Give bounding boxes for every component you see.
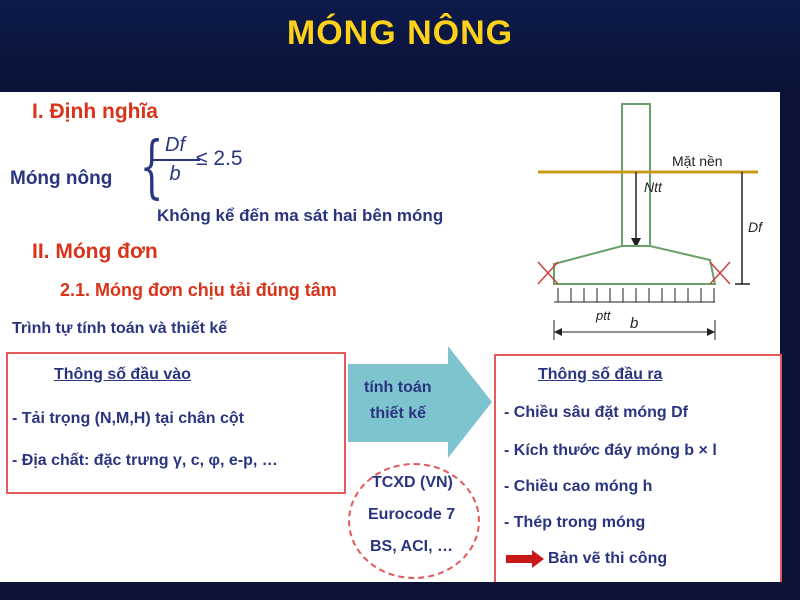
fraction-numerator: Df <box>150 134 200 161</box>
output-item-steel: - Thép trong móng <box>504 514 646 531</box>
fraction-condition: ≤ 2.5 <box>196 147 243 170</box>
load-label: Ntt <box>644 179 662 195</box>
process-arrow <box>348 364 448 442</box>
footing <box>554 246 715 284</box>
title-bar <box>0 0 800 92</box>
pressure-arrows <box>558 288 714 302</box>
input-heading: Thông số đầu vào <box>54 366 191 383</box>
mong-nong-label: Móng nông <box>10 168 113 189</box>
subsection-centric: 2.1. Móng đơn chịu tải đúng tâm <box>60 280 337 300</box>
section-definition: I. Định nghĩa <box>32 100 158 123</box>
arrow-text-line2: thiết kế <box>370 405 427 422</box>
input-item-load: - Tải trọng (N,M,H) tại chân cột <box>12 410 244 427</box>
standard-eurocode: Eurocode 7 <box>368 506 456 523</box>
section-single-footing: II. Móng đơn <box>32 240 158 263</box>
input-box <box>6 352 346 494</box>
no-friction-note: Không kể đến ma sát hai bên móng <box>157 206 444 225</box>
output-item-size: - Kích thước đáy móng b × l <box>504 442 717 459</box>
output-heading: Thông số đầu ra <box>538 366 663 383</box>
bottom-band <box>0 582 800 600</box>
arrow-text-line1: tính toán <box>364 379 432 396</box>
drawing-arrow-icon <box>506 555 534 563</box>
brace: { <box>139 128 164 207</box>
pressure-label: ptt <box>596 308 611 323</box>
depth-label: Df <box>748 219 762 235</box>
process-arrow-tip <box>448 346 492 458</box>
ground-label: Mặt nền <box>672 153 723 169</box>
fraction-denominator: b <box>169 163 181 185</box>
standard-tcxd: TCXD (VN) <box>372 474 453 491</box>
output-item-height: - Chiều cao móng h <box>504 478 653 495</box>
width-label: b <box>630 315 639 332</box>
standard-bs-aci: BS, ACI, … <box>370 538 453 555</box>
output-item-depth: - Chiều sâu đặt móng Df <box>504 404 688 421</box>
output-item-drawing: Bản vẽ thi công <box>548 550 668 567</box>
procedure-text: Trình tự tính toán và thiết kế <box>12 320 228 337</box>
fraction-df-b <box>150 134 200 186</box>
footing-diagram <box>510 92 770 342</box>
input-item-geology: - Địa chất: đặc trưng γ, c, φ, e-p, … <box>12 452 278 469</box>
slide-title: MÓNG NÔNG <box>286 14 514 52</box>
